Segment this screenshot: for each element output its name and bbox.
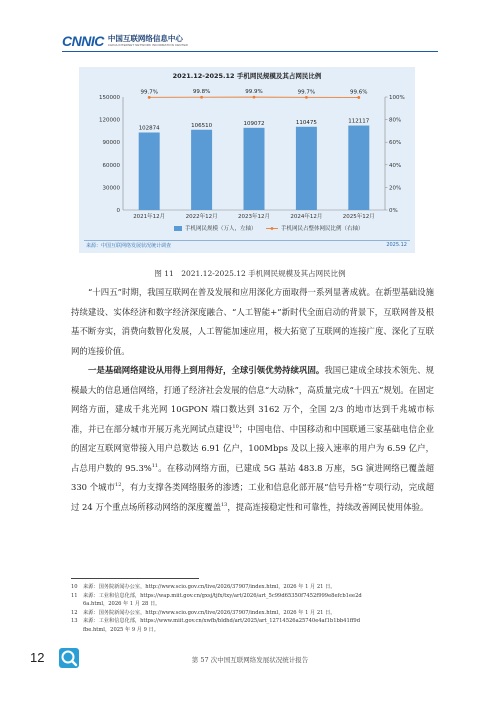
- bar-value-label: 106510: [191, 122, 213, 129]
- bar: [348, 126, 369, 210]
- footnote-continuation: fbe.html，2025 年 9 月 9 日。: [83, 626, 159, 633]
- right-tick-label: 100%: [389, 95, 405, 101]
- footnote-11: [71, 592, 434, 609]
- legend-line-marker: [271, 227, 274, 230]
- right-tick-label: 0%: [389, 208, 398, 214]
- bar-value-label: 102874: [138, 125, 160, 132]
- bar-value-label: 109072: [243, 120, 265, 127]
- ratio-point: [357, 96, 360, 99]
- footnote-continuation: 6a.html，2026 年 1 月 28 日。: [83, 601, 161, 608]
- right-tick-label: 20%: [389, 185, 402, 192]
- ratio-point: [305, 96, 308, 99]
- footnote-text[interactable]: 来源：国务院新闻办公室，http://www.scio.gov.cn/live/2026/37907/index.html，2026 年 1 月 21 日。: [83, 584, 336, 590]
- paragraph-2-text-b: ；中国电信、中国移动和中国联通三家基础电信企业的固定互联网宽带接入用户总数达 6.91 亿户，100Mbps 及以上接入速率的用户为 6.59 亿户，占总用户数的 95.3%: [71, 423, 435, 473]
- ratio-value-label: 99.6%: [350, 89, 368, 96]
- chart-source: 来源：中国互联网络发展状况统计调查: [86, 243, 172, 249]
- footnote-ref-13[interactable]: 13: [220, 501, 228, 508]
- report-title-footer: 第 57 次中国互联网络发展状况统计报告: [191, 656, 309, 664]
- left-tick-label: 90000: [102, 140, 120, 147]
- bar: [244, 128, 265, 210]
- x-tick-label: 2023年12月: [238, 214, 270, 220]
- logo-text-block: [108, 35, 188, 47]
- footnote-12: [71, 609, 434, 618]
- legend-bar-swatch: [174, 226, 182, 231]
- x-tick-label: 2022年12月: [185, 214, 218, 220]
- footnote-ref-12[interactable]: 12: [115, 482, 122, 489]
- ratio-point: [148, 96, 151, 99]
- paragraph-2-text-a: 我国已建成全球技术领先、规模最大的信息通信网络，打通了经济社会发展的信息“大动脉”，高质量完成“十四五”规划。在固定网络方面，建成千兆光网 10GPON 端口数达到 3162 万个，全国 2/3 的地市达到千兆城市标准，并已在部分城市开展万兆光网试点建设: [71, 365, 435, 434]
- logo-cn-name: 中国互联网络信息中心: [107, 34, 183, 44]
- paragraph-2: [71, 361, 434, 517]
- footnotes: [71, 583, 434, 635]
- right-tick-label: 40%: [389, 162, 402, 169]
- left-tick-label: 60000: [102, 162, 120, 169]
- ratio-value-label: 99.7%: [140, 89, 158, 96]
- footnote-13: [71, 617, 434, 634]
- right-tick-label: 80%: [389, 117, 402, 124]
- paragraph-2-text-c: 。在移动网络方面，已建成 5G 基站 483.8 万座，5G 演进网络已覆盖超 330 个城市: [71, 462, 434, 492]
- cnnic-logo: CNNIC: [62, 33, 104, 49]
- footnote-ref-11[interactable]: 11: [151, 462, 159, 469]
- report-header: [62, 33, 188, 49]
- legend-bar-label: 手机网民规模（万人，左轴）: [185, 226, 257, 232]
- left-tick-label: 30000: [102, 185, 120, 192]
- footnote-number: 13: [71, 618, 78, 625]
- left-tick-label: 120000: [99, 117, 120, 124]
- footnote-number: 11: [71, 592, 78, 599]
- bar: [191, 130, 212, 210]
- chart-source-divider: [84, 240, 410, 241]
- chart-title: 2021.12-2025.12 手机网民规模及其占网民比例: [172, 72, 322, 80]
- paragraph-1: “十四五”时期，我国互联网在普及发展和应用深化方面取得一系列显著成就。在新型基础设施持续建设、实体经济和数字经济深度融合、“人工智能+”新时代全面启动的背景下，互联网普及根基不断夯实，消费向数智化发展，人工智能加速应用，极大拓宽了互联网的连接广度、深化了互联网的连接价值。: [71, 287, 434, 356]
- bar-value-label: 112117: [348, 118, 370, 125]
- figure-caption: 图 11 2021.12-2025.12 手机网民规模及其占网民比例: [154, 269, 346, 278]
- x-tick-label: 2021年12月: [133, 214, 166, 220]
- legend-line-label: 手机网民占整体网民比例（右轴）: [281, 226, 364, 232]
- bar: [139, 133, 160, 210]
- bar-value-label: 110475: [295, 119, 317, 126]
- left-tick-label: 0: [116, 208, 120, 214]
- x-tick-label: 2025年12月: [342, 214, 375, 220]
- ratio-point: [253, 96, 256, 99]
- ratio-value-label: 99.8%: [192, 89, 211, 96]
- right-tick-label: 60%: [389, 140, 402, 147]
- footnote-text[interactable]: 来源：国务院新闻办公室，http://www.scio.gov.cn/live/2026/37907/index.html，2026 年 1 月 21 日。: [83, 609, 336, 616]
- ratio-value-label: 99.7%: [297, 89, 316, 96]
- footnote-text[interactable]: 来源：工业和信息化部，https://wap.miit.gov.cn/gxsj/tjfx/txy/art/2026/art_5c99d65350f7452f999e8efcb1ee2d: [83, 592, 362, 599]
- header-divider: [62, 51, 438, 52]
- bar: [296, 127, 317, 210]
- page-number: 12: [30, 650, 45, 665]
- paragraph-2-text-e: ，提高连接稳定性和可靠性，持续改善网民使用体验。: [227, 501, 429, 512]
- paragraph-2-lead: 一是基础网络建设从用得上到用得好，全球引领优势持续巩固。: [88, 365, 325, 375]
- footnote-ref-10[interactable]: 10: [232, 423, 239, 430]
- footnote-number: 12: [71, 609, 78, 616]
- x-tick-label: 2024年12月: [290, 214, 323, 220]
- paragraph-2-text-d: ，有力支撑各类网络服务的渗透；工业和信息化部开展“信号升格”专项行动，完成超过 24 万个重点场所移动网络的深度覆盖: [71, 482, 434, 512]
- left-tick-label: 150000: [99, 95, 120, 101]
- chart-panel: [79, 67, 415, 253]
- ratio-value-label: 99.9%: [245, 89, 263, 96]
- chart-canvas: [79, 67, 415, 253]
- footnote-divider: [71, 578, 199, 579]
- chart-date: 2025.12: [386, 242, 407, 248]
- footnote-text[interactable]: 来源：工业和信息化部，https://www.miit.gov.cn/xwfb/bldhd/art/2025/art_12714526a25740e4af1b1bb41ff9d: [83, 618, 361, 625]
- footnote-number: 10: [71, 584, 78, 590]
- ratio-point: [200, 96, 203, 99]
- footnote-10: [71, 583, 434, 592]
- logo-en-name: CHINA INTERNET NETWORK INFORMATION CENTER: [107, 42, 188, 47]
